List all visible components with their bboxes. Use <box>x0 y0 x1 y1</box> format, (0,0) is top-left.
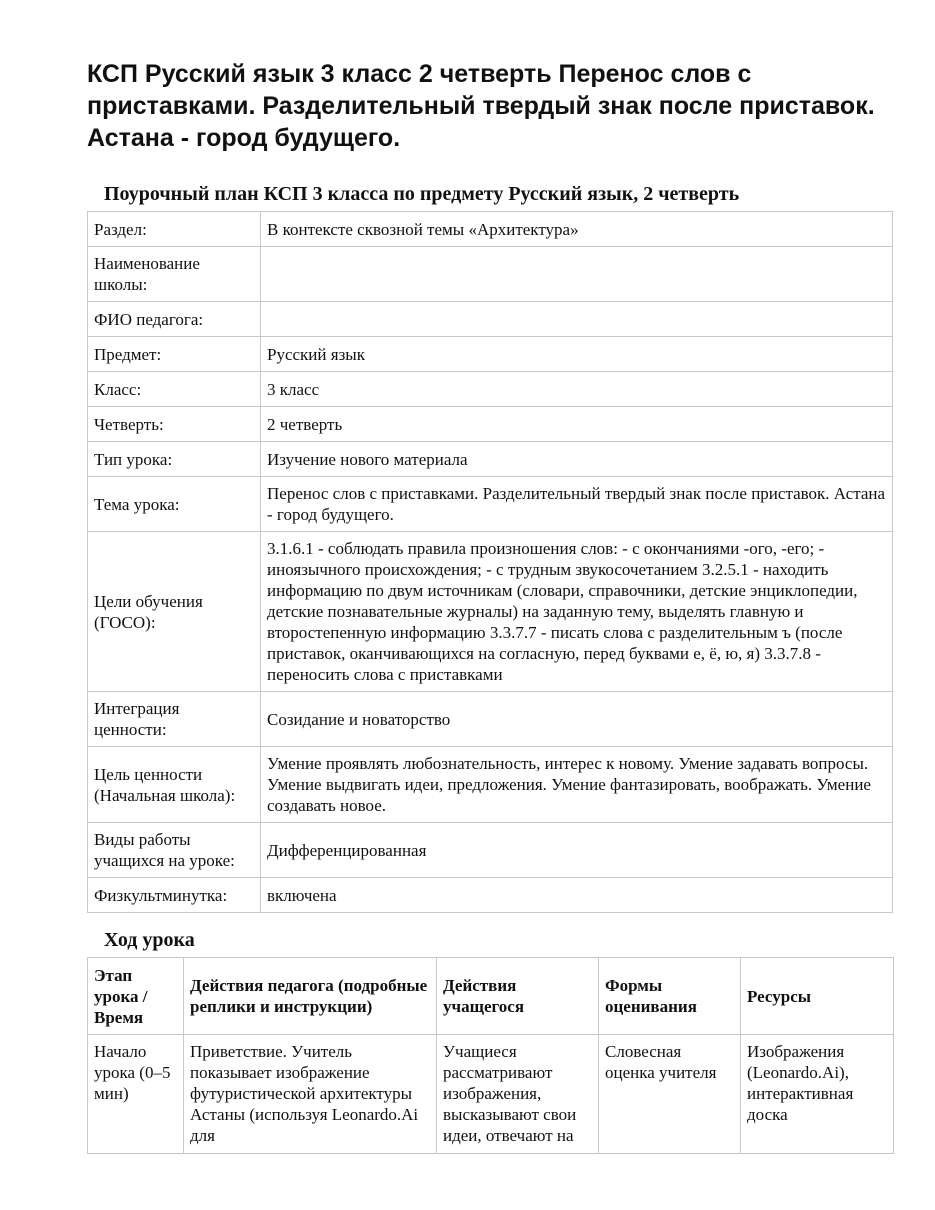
column-header: Этап урока / Время <box>88 958 184 1035</box>
info-value: 2 четверть <box>261 407 893 442</box>
info-value: включена <box>261 878 893 913</box>
table-cell <box>599 1035 741 1154</box>
info-row <box>88 407 893 442</box>
table-cell <box>437 1035 599 1154</box>
info-value: Умение проявлять любознательность, интерес к новому. Умение задавать вопросы. Умение выдвигать идеи, предложения. Умение фантазировать, воображать. Умение создавать новое. <box>261 747 893 823</box>
info-row <box>88 247 893 302</box>
info-row <box>88 442 893 477</box>
info-value: Изучение нового материала <box>261 442 893 477</box>
info-row <box>88 337 893 372</box>
info-value: Созидание и новаторство <box>261 692 893 747</box>
info-label: Цель ценности (Начальная школа): <box>88 747 261 823</box>
info-value <box>261 247 893 302</box>
info-label: Цели обучения (ГОСО): <box>88 532 261 692</box>
document-title: КСП Русский язык 3 класс 2 четверть Перенос слов с приставками. Разделительный твердый знак после приставок. Астана - город будущего. <box>87 60 875 152</box>
info-value <box>261 302 893 337</box>
info-value: Перенос слов с приставками. Разделительный твердый знак после приставок. Астана - город будущего. <box>261 477 893 532</box>
info-label: Предмет: <box>88 337 261 372</box>
cell-text: Учащиеся рассматривают изображения, высказывают свои идеи, отвечают на <box>443 1042 577 1145</box>
cell-text: Начало урока (0–5 мин) <box>94 1042 171 1103</box>
table-cell <box>741 1035 894 1154</box>
info-label: Интеграция ценности: <box>88 692 261 747</box>
info-label: Физкультминутка: <box>88 878 261 913</box>
info-value: В контексте сквозной темы «Архитектура» <box>261 212 893 247</box>
info-row <box>88 477 893 532</box>
info-value: Русский язык <box>261 337 893 372</box>
lesson-steps-table <box>87 957 894 1154</box>
table-cell <box>88 1035 184 1154</box>
info-row <box>88 747 893 823</box>
lesson-info-table <box>87 211 893 913</box>
info-label: Тема урока: <box>88 477 261 532</box>
info-label: Виды работы учащихся на уроке: <box>88 823 261 878</box>
column-header: Ресурсы <box>741 958 894 1035</box>
info-row <box>88 372 893 407</box>
info-row <box>88 878 893 913</box>
info-label: Наименование школы: <box>88 247 261 302</box>
info-value: 3 класс <box>261 372 893 407</box>
cell-text: Приветствие. Учитель показывает изображение футуристической архитектуры Астаны (используя Leonardo.Ai для <box>190 1042 419 1145</box>
info-label: Класс: <box>88 372 261 407</box>
info-row <box>88 532 893 692</box>
info-label: ФИО педагога: <box>88 302 261 337</box>
info-label: Тип урока: <box>88 442 261 477</box>
info-row <box>88 692 893 747</box>
info-row <box>88 302 893 337</box>
plan-heading: Поурочный план КСП 3 класса по предмету Русский язык, 2 четверть <box>104 183 740 205</box>
column-header: Действия учащегося <box>437 958 599 1035</box>
lesson-progress-heading: Ход урока <box>104 929 195 951</box>
document-page <box>87 58 893 1154</box>
table-row <box>88 1035 894 1154</box>
column-header: Формы оценивания <box>599 958 741 1035</box>
info-label: Четверть: <box>88 407 261 442</box>
info-value: Дифференцированная <box>261 823 893 878</box>
info-value: 3.1.6.1 - соблюдать правила произношения слов: - с окончаниями -ого, -его; - иноязычного происхождения; - с трудным звукосочетанием 3.2.5.1 - находить информацию по двум источникам (словари, справочники, детские энциклопедии, детские познавательные журналы) на заданную тему, выделять главную и второстепенную информацию 3.3.7.7 - писать слова с разделительным ъ (после приставок, оканчивающихся на согласную, перед буквами е, ё, ю, я) 3.3.7.8 - переносить слова с приставками <box>261 532 893 692</box>
info-row <box>88 823 893 878</box>
cell-text: Словесная оценка учителя <box>605 1042 717 1082</box>
cell-text: Изображения (Leonardo.Ai), интерактивная доска <box>747 1042 854 1124</box>
info-row <box>88 212 893 247</box>
info-label: Раздел: <box>88 212 261 247</box>
column-header: Действия педагога (подробные реплики и инструкции) <box>184 958 437 1035</box>
table-header-row <box>88 958 894 1035</box>
table-cell <box>184 1035 437 1154</box>
